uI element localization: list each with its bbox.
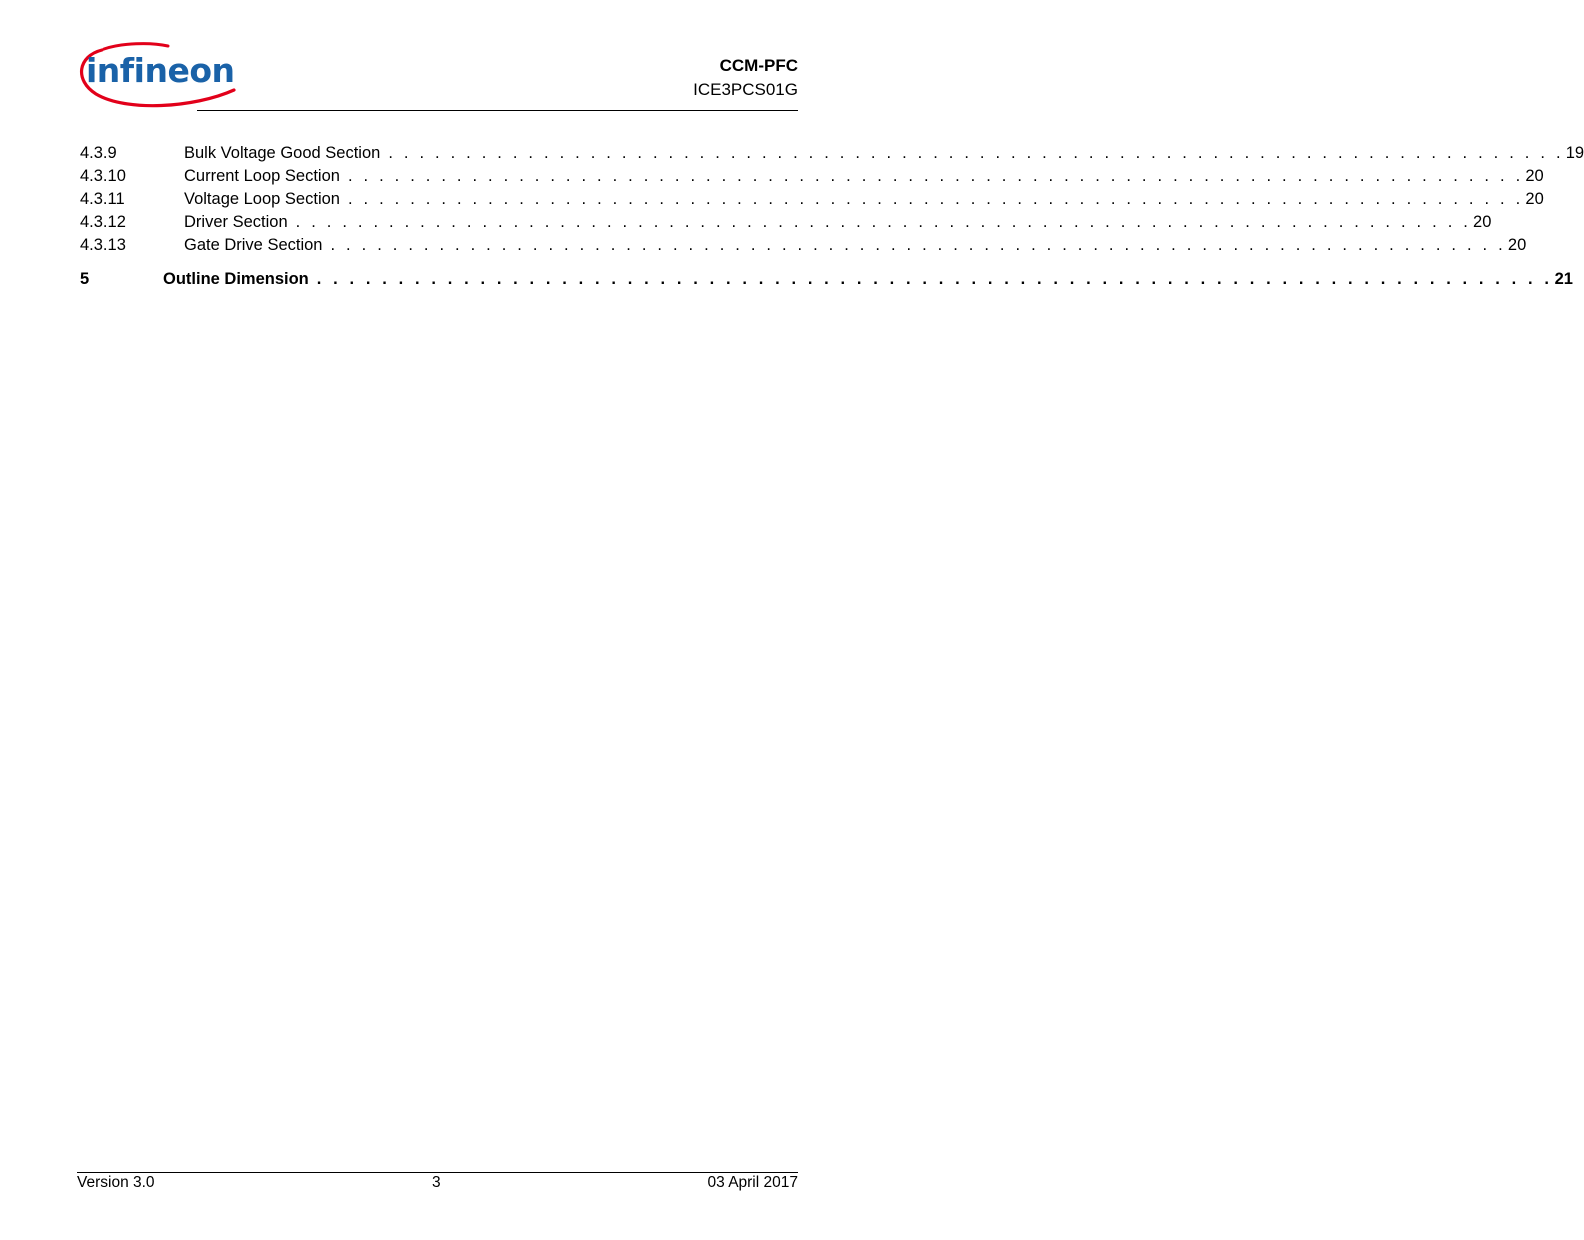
- toc-entry-title: Driver Section: [184, 213, 288, 231]
- toc-entry-title: Voltage Loop Section: [184, 190, 340, 208]
- toc-entry[interactable]: [80, 188, 1544, 211]
- toc-entry[interactable]: [80, 234, 1527, 257]
- toc-entry-number: 5: [80, 270, 90, 288]
- footer-version: Version 3.0: [77, 1174, 155, 1191]
- toc-entry-title: Bulk Voltage Good Section: [184, 144, 381, 162]
- toc-entry-number: 4.3.12: [80, 213, 126, 231]
- footer-divider: [77, 1172, 798, 1173]
- footer-date: 03 April 2017: [707, 1174, 798, 1191]
- toc-entry[interactable]: [80, 142, 1584, 165]
- toc-entry-title: Gate Drive Section: [184, 236, 323, 254]
- toc-entry-page: 19: [1565, 144, 1584, 162]
- toc-entry-number: 4.3.10: [80, 167, 126, 185]
- logo-wordmark: infineon: [86, 51, 235, 90]
- toc-chapter-entry[interactable]: [80, 268, 1573, 291]
- toc-leader-dots: . . . . . . . . . . . . . . . . . . . . . . . . . . . . . . . . . . . . . . . . . . . . . . . . . . . . . . . . . . . . . . . . . . . . . . . . . . . .: [388, 144, 1564, 162]
- toc-leader-dots: . . . . . . . . . . . . . . . . . . . . . . . . . . . . . . . . . . . . . . . . . . . . . . . . . . . . . . . . . . . . . . . . . . . . . . . . . . . .: [295, 213, 1472, 231]
- toc-entry-page: 20: [1525, 190, 1544, 208]
- header-divider: [197, 110, 798, 111]
- toc-entry[interactable]: [80, 165, 1544, 188]
- toc-leader-dots: . . . . . . . . . . . . . . . . . . . . . . . . . . . . . . . . . . . . . . . . . . . . . . . . . . . . . . . . . . . . . . . . . . . . . . . . . . . .: [347, 167, 1524, 185]
- toc-entry-title: Outline Dimension: [163, 270, 309, 288]
- toc-leader-dots: . . . . . . . . . . . . . . . . . . . . . . . . . . . . . . . . . . . . . . . . . . . . . . . . . . . . . . . . . . . . . . . . . . . . . . . . . . . .: [330, 236, 1506, 254]
- toc-entry-number: 4.3.9: [80, 144, 117, 162]
- toc-entry-number: 4.3.11: [80, 190, 125, 208]
- toc-entry-page: 20: [1525, 167, 1544, 185]
- footer-page-number: 3: [432, 1174, 441, 1191]
- header-product-name: CCM-PFC: [719, 56, 798, 75]
- toc-entry-number: 4.3.13: [80, 236, 126, 254]
- toc-entry-page: 20: [1473, 213, 1492, 231]
- header-part-number: ICE3PCS01G: [693, 80, 798, 99]
- table-of-contents: [80, 142, 1584, 291]
- toc-leader-dots: . . . . . . . . . . . . . . . . . . . . . . . . . . . . . . . . . . . . . . . . . . . . . . . . . . . . . . . . . . . . . . . . . . . . . . . . . . . .: [347, 190, 1524, 208]
- toc-entry[interactable]: [80, 211, 1492, 234]
- toc-entry-page: 21: [1554, 270, 1573, 288]
- toc-entry-title: Current Loop Section: [184, 167, 340, 185]
- toc-leader-dots: . . . . . . . . . . . . . . . . . . . . . . . . . . . . . . . . . . . . . . . . . . . . . . . . . . . . . . . . . . . . . . . . . . . . . . . . . . . .: [316, 270, 1553, 288]
- infineon-logo: [72, 40, 238, 114]
- toc-entry-page: 20: [1507, 236, 1527, 254]
